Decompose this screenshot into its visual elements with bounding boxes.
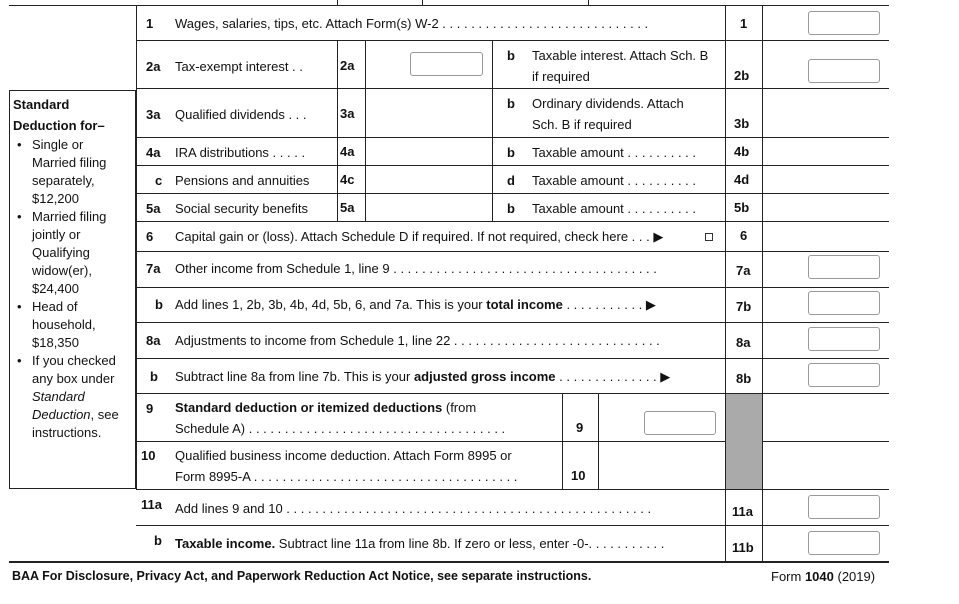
row-rule: [136, 251, 889, 252]
line-8b-input[interactable]: [808, 363, 880, 387]
bullet: •: [17, 209, 22, 224]
line-11b-input[interactable]: [808, 531, 880, 555]
box-label: 8a: [736, 335, 751, 350]
line-number: 3a: [146, 107, 161, 122]
line-11a-input[interactable]: [808, 495, 880, 519]
line-2a-input[interactable]: [410, 52, 483, 76]
box-label: 4d: [734, 172, 750, 187]
capital-gain-checkbox[interactable]: [705, 233, 713, 241]
line-number: b: [150, 369, 158, 384]
line-7b-label: Add lines 1, 2b, 3b, 4b, 4d, 5b, 6, and 7a. This is your total income . . . . . . . . . . . ▶: [175, 297, 656, 312]
row-rule: [136, 525, 889, 526]
box-label: 11b: [732, 540, 754, 555]
line-9-input[interactable]: [644, 411, 716, 435]
row-rule: [136, 193, 889, 194]
line-number: 11a: [141, 497, 162, 512]
bullet: •: [17, 299, 22, 314]
line-1-label: Wages, salaries, tips, etc. Attach Form(s) W-2 . . . . . . . . . . . . . . . . . . . . . . . . . . . . .: [175, 16, 649, 31]
box-label: 4a: [340, 144, 355, 159]
sd-b2-line: widow(er),: [32, 263, 92, 278]
line-3b-label-1: Ordinary dividends. Attach: [532, 96, 684, 111]
sd-b2-line: $24,400: [32, 281, 79, 296]
line-number: 4a: [146, 145, 161, 160]
sd-b3-line: $18,350: [32, 335, 79, 350]
row-rule: [136, 287, 889, 288]
line-number: 8a: [146, 333, 161, 348]
box-label: 5b: [734, 200, 750, 215]
col-rule: [588, 0, 589, 5]
row-rule: [136, 322, 889, 323]
line-number: 10: [141, 448, 156, 463]
line-number: 5a: [146, 201, 161, 216]
top-rule: [9, 5, 889, 6]
row-rule: [136, 393, 889, 394]
sd-b3-line: Head of: [32, 299, 78, 314]
line-4a-label: IRA distributions . . . . .: [175, 145, 306, 160]
box-label: 4c: [340, 172, 355, 187]
line-7a-input[interactable]: [808, 255, 880, 279]
box-label: 3b: [734, 116, 750, 131]
standard-deduction-sidebar: [9, 90, 136, 489]
row-rule: [136, 441, 889, 442]
bottom-rule: [9, 561, 889, 563]
line-number: 2a: [146, 59, 161, 74]
line-11a-label: Add lines 9 and 10 . . . . . . . . . . . . . . . . . . . . . . . . . . . . . . . . . . . . . . . . . . . . . . . . . . .: [175, 501, 652, 516]
box-label: 5a: [340, 200, 355, 215]
line-8b-label: Subtract line 8a from line 7b. This is your adjusted gross income . . . . . . . . . . . . . . ▶: [175, 369, 671, 384]
bullet: •: [17, 137, 22, 152]
col-rule: [762, 5, 763, 561]
row-rule: [136, 489, 889, 490]
sd-b1-line: Single or: [32, 137, 84, 152]
box-label: 8b: [736, 371, 752, 386]
line-4d-label: Taxable amount . . . . . . . . . .: [532, 173, 697, 188]
shaded-area: [726, 394, 762, 489]
sd-heading-1: Standard: [13, 97, 70, 112]
line-4b-label: Taxable amount . . . . . . . . . .: [532, 145, 697, 160]
col-rule: [598, 393, 599, 489]
box-label: 9: [576, 420, 584, 435]
line-number: 6: [146, 229, 154, 244]
sd-b1-line: $12,200: [32, 191, 79, 206]
row-rule: [136, 88, 889, 89]
sd-b2-line: jointly or: [32, 227, 81, 242]
line-number: b: [507, 96, 515, 111]
line-10-label-1: Qualified business income deduction. Attach Form 8995 or: [175, 448, 512, 463]
sd-b1-line: Married filing: [32, 155, 107, 170]
line-3a-label: Qualified dividends . . .: [175, 107, 307, 122]
sd-b2-line: Qualifying: [32, 245, 90, 260]
line-7b-input[interactable]: [808, 291, 880, 315]
box-label: 2b: [734, 68, 750, 83]
sd-b3-line: household,: [32, 317, 96, 332]
line-number: b: [507, 48, 515, 63]
line-8a-label: Adjustments to income from Schedule 1, line 22 . . . . . . . . . . . . . . . . . . . . . . . . . . . . .: [175, 333, 660, 348]
box-label: 7b: [736, 299, 752, 314]
col-rule: [337, 40, 338, 221]
row-rule: [136, 221, 889, 222]
line-number: d: [507, 173, 515, 188]
box-label: 2a: [340, 58, 355, 73]
sd-b4-line: [32, 406, 119, 424]
line-number: 1: [146, 16, 154, 31]
sd-b4-line: If you checked: [32, 353, 116, 368]
col-rule: [422, 0, 423, 5]
col-rule: [365, 40, 366, 221]
sd-b2-line: Married filing: [32, 209, 107, 224]
sd-b4-line: instructions.: [32, 425, 102, 440]
line-7a-label: Other income from Schedule 1, line 9 . . . . . . . . . . . . . . . . . . . . . . . . . . . . . . . . . . . . .: [175, 261, 657, 276]
sd-b4-rest: , see: [90, 407, 119, 422]
line-number: 9: [146, 401, 154, 416]
line-2b-label-1: Taxable interest. Attach Sch. B: [532, 48, 709, 63]
line-2b-input[interactable]: [808, 59, 880, 83]
line-number: c: [155, 173, 163, 188]
col-rule: [136, 5, 137, 489]
row-rule: [136, 165, 889, 166]
box-label: 1: [740, 16, 748, 31]
line-8a-input[interactable]: [808, 327, 880, 351]
line-10-label-2: Form 8995-A . . . . . . . . . . . . . . . . . . . . . . . . . . . . . . . . . . . . .: [175, 469, 518, 484]
line-2b-label-2: if required: [532, 69, 590, 84]
sd-b4-italic: Deduction: [32, 407, 91, 422]
line-number: b: [507, 145, 515, 160]
line-number: b: [507, 201, 515, 216]
row-rule: [337, 221, 492, 222]
box-label: 11a: [732, 504, 753, 519]
form-id: Form 1040 (2019): [771, 569, 876, 584]
line-11b-label: Taxable income. Subtract line 11a from line 8b. If zero or less, enter -0-. . . . . . . . . . .: [175, 536, 665, 551]
line-number: 7a: [146, 261, 161, 276]
line-5b-label: Taxable amount . . . . . . . . . .: [532, 201, 697, 216]
line-number: b: [154, 533, 162, 548]
line-4c-label: Pensions and annuities: [175, 173, 310, 188]
footer-notice: BAA For Disclosure, Privacy Act, and Paperwork Reduction Act Notice, see separate instructions.: [12, 569, 592, 583]
box-label: 3a: [340, 106, 355, 121]
line-3b-label-2: Sch. B if required: [532, 117, 632, 132]
line-1-input[interactable]: [808, 11, 880, 35]
col-rule: [337, 0, 338, 5]
bullet: •: [17, 353, 22, 368]
line-6-label: Capital gain or (loss). Attach Schedule D if required. If not required, check here . . . ▶: [175, 229, 664, 244]
box-label: 4b: [734, 144, 750, 159]
line-2a-label: Tax-exempt interest . .: [175, 59, 303, 74]
row-rule: [136, 40, 889, 41]
line-number: b: [155, 297, 163, 312]
row-rule: [136, 137, 889, 138]
box-label: 7a: [736, 263, 751, 278]
line-9-label-2: Schedule A) . . . . . . . . . . . . . . . . . . . . . . . . . . . . . . . . . . . .: [175, 421, 506, 436]
col-rule: [562, 393, 563, 489]
line-5a-label: Social security benefits: [175, 201, 308, 216]
line-9-label-1: Standard deduction or itemized deductions (from: [175, 400, 477, 415]
sd-b4-line: Standard: [32, 389, 85, 404]
row-rule: [136, 358, 889, 359]
sd-b4-line: any box under: [32, 371, 115, 386]
sd-b1-line: separately,: [32, 173, 95, 188]
sd-heading-2: Deduction for–: [13, 118, 105, 133]
box-label: 10: [571, 468, 586, 483]
col-rule: [492, 40, 493, 221]
box-label: 6: [740, 228, 748, 243]
